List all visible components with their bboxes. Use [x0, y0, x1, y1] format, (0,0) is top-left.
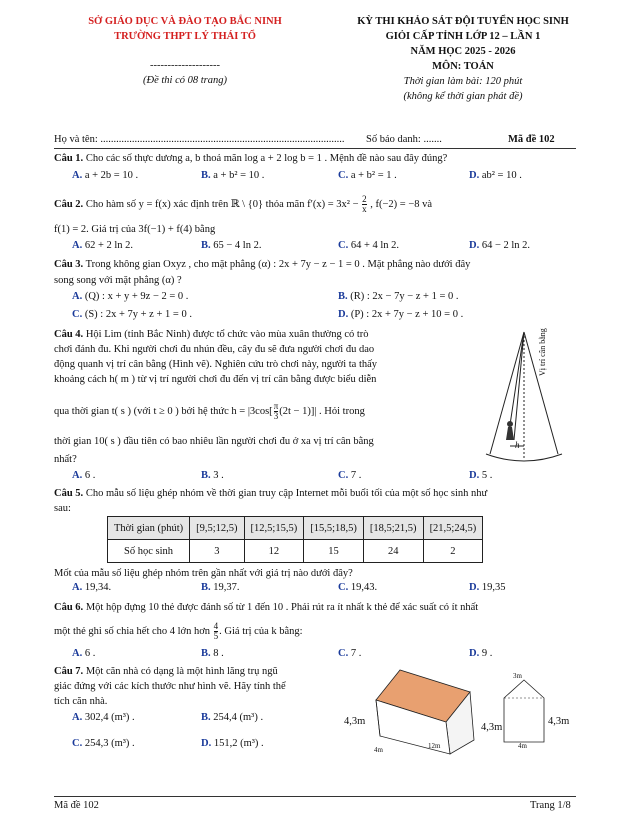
swing-figure — [478, 328, 570, 468]
house-width-label: 4m — [374, 746, 383, 754]
house-front-view — [498, 672, 550, 750]
q5-option-d: D. 19,35 — [469, 582, 506, 593]
q2-text-1: Cho hàm số y = f(x) xác định trên ℝ \ {0} thỏa mãn f′(x) = 3x² − — [85, 198, 359, 210]
q2-text-2: f(1) = 2. Giá trị của 3f(−1) + f(4) bằng — [54, 224, 216, 235]
pages-note: (Đề thi có 08 trang) — [143, 75, 227, 86]
school-name: TRƯỜNG THPT LÝ THÁI TỔ — [114, 31, 256, 42]
swing-balance-label: Vị trí cân bằng — [538, 328, 547, 376]
exam-code: Mã đề 102 — [508, 134, 555, 145]
table-cell: Số học sinh — [108, 540, 190, 563]
q4-option-a: A. 6 . — [72, 470, 96, 481]
q5-after-text: Mốt của mẫu số liệu ghép nhóm trên gần nhất với giá trị nào dưới đây? — [54, 568, 353, 579]
header-right — [318, 14, 608, 104]
q6-option-a: A. 6 . — [72, 648, 96, 659]
front-top-label: 3m — [513, 672, 522, 680]
q7-option-d: D. 151,2 (m³) . — [201, 738, 264, 749]
q4-formula-line: qua thời gian t( s ) (với t ≥ 0 ) bởi hệ thức h = |3cos[ $\frac{\pi}{3}$ (2t − 1)]| . Hỏi trong — [54, 401, 365, 421]
q2-label: Câu 2. — [54, 198, 84, 210]
time-note: (không kể thời gian phát đề) — [403, 91, 523, 102]
q4-option-d: D. 5 . — [469, 470, 493, 481]
subject: MÔN: TOÁN — [432, 61, 494, 72]
q5-option-b: B. 19,37. — [201, 582, 240, 593]
q1-text: Cho các số thực dương a, b thoả mãn log a + 2 log b = 1 . Mệnh đề nào sau đây đúng? — [85, 153, 448, 164]
department-name: SỞ GIÁO DỤC VÀ ĐÀO TẠO BẮC NINH — [88, 16, 282, 27]
q2-option-c: C. 64 + 4 ln 2. — [338, 240, 400, 251]
q2-option-b: B. 65 − 4 ln 2. — [201, 240, 262, 251]
q4-line-7: nhất? — [54, 454, 77, 465]
front-width-label: 4m — [518, 742, 527, 750]
q4-option-b: B. 3 . — [201, 470, 224, 481]
house-length-label: 12m — [428, 742, 441, 750]
frequency-table — [107, 516, 483, 563]
q3-text-2: song song với mặt phẳng (α) ? — [54, 275, 182, 286]
time-limit: Thời gian làm bài: 120 phút — [403, 76, 523, 87]
table-header-cell: [18,5;21,5) — [363, 517, 423, 540]
school-year: NĂM HỌC 2025 - 2026 — [410, 46, 516, 57]
exam-title-2: GIỎI CẤP TỈNH LỚP 12 – LẦN 1 — [385, 31, 541, 42]
q5-option-c: C. 19,43. — [338, 582, 378, 593]
question-3: Câu 3. Trong không gian Oxyz , cho mặt phẳng (α) : 2x + 7y − z − 1 = 0 . Mặt phẳng nào dưới đây — [54, 259, 471, 270]
divider — [54, 148, 576, 149]
q7-option-c: C. 254,3 (m³) . — [72, 738, 135, 749]
q6-line-2: một thẻ ghi số chia hết cho 4 lớn hơn $\frac{4}{5}$ . Giá trị của k bằng: — [54, 621, 303, 641]
q1-option-a: A. a + 2b = 10 . — [72, 170, 139, 181]
table-header-cell: [9,5;12,5) — [190, 517, 244, 540]
footer-code: Mã đề 102 — [54, 800, 99, 811]
q5-option-a: A. 19,34. — [72, 582, 112, 593]
q6-option-c: C. 7 . — [338, 648, 362, 659]
q3-option-b: B. (R) : 2x − 7y − z + 1 = 0 . — [338, 291, 459, 302]
table-header-cell: Thời gian (phút) — [108, 517, 190, 540]
sbd-field-label: Số báo danh: ....... — [366, 134, 442, 145]
q7-option-a: A. 302,4 (m³) . — [72, 712, 135, 723]
q1-label: Câu 1. — [54, 153, 84, 164]
separator: -------------------- — [150, 60, 220, 71]
table-cell: 2 — [423, 540, 483, 563]
table-cell: 15 — [304, 540, 364, 563]
q2-fraction: $\frac{2}{x}$ — [362, 194, 367, 214]
question-5: Câu 5. Cho mẫu số liệu ghép nhóm về thời gian truy cập Internet mỗi buổi tối của một số học sinh như — [54, 488, 488, 499]
question-2: Câu 2. Cho hàm số y = f(x) xác định trên ℝ \ {0} thỏa mãn f′(x) = 3x² − $\frac{2}{x}$ , f(−2) = −8 và — [54, 194, 433, 214]
table-cell: 12 — [244, 540, 304, 563]
house-height-label: 4,3m — [344, 716, 366, 727]
q6-option-b: B. 8 . — [201, 648, 224, 659]
q3-option-c: C. (S) : 2x + 7y + z + 1 = 0 . — [72, 309, 192, 320]
q7-option-b: B. 254,4 (m³) . — [201, 712, 264, 723]
table-header-cell: [21,5;24,5) — [423, 517, 483, 540]
header-left — [40, 14, 330, 88]
table-cell: 3 — [190, 540, 244, 563]
q1-option-c: C. a + b² = 1 . — [338, 170, 397, 181]
q2-option-d: D. 64 − 2 ln 2. — [469, 240, 531, 251]
q4-line-6: thời gian 10( s ) đầu tiên có bao nhiêu lần người chơi đu ở xa vị trí cân bằng — [54, 436, 374, 447]
q1-option-b: B. a + b² = 10 . — [201, 170, 265, 181]
q1-option-d: D. ab² = 10 . — [469, 170, 522, 181]
front-left-height: 4,3m — [481, 722, 503, 733]
q2-option-a: A. 62 + 2 ln 2. — [72, 240, 134, 251]
exam-title-1: KỲ THI KHẢO SÁT ĐỘI TUYỂN HỌC SINH — [357, 16, 569, 27]
question-7: Câu 7. Một căn nhà có dạng là một hình lăng trụ ngũ giác đứng với các kích thước như hình vẽ. Hãy tính thể tích căn nhà. — [54, 666, 286, 707]
question-6: Câu 6. Một hộp đựng 10 thẻ được đánh số từ 1 đến 10 . Phải rút ra ít nhất k thẻ để xác suất có ít nhất — [54, 602, 479, 613]
q5-line-2: sau: — [54, 503, 71, 514]
q6-option-d: D. 9 . — [469, 648, 493, 659]
question-4: Câu 4. Hội Lim (tỉnh Bắc Ninh) được tổ chức vào mùa xuân thường có trò chơi đánh đu. Khi người chơi đu nhún đều, cây đu sẽ đưa người chơi đu dao động quanh vị trí cân bằng (Hình vẽ). Nghiên cứu trò chơi này, người ta thấy khoảng cách h( m ) từ vị trí người chơi đu đến vị trí cân bằng được biểu diễn — [54, 329, 378, 385]
q3-option-d: D. (P) : 2x + 7y − z + 10 = 0 . — [338, 309, 464, 320]
table-header-cell: [15,5;18,5) — [304, 517, 364, 540]
name-field-label: Họ và tên: ............................................................................................. — [54, 134, 345, 145]
front-right-height: 4,3m — [548, 716, 570, 727]
footer-divider — [54, 796, 576, 797]
footer-page: Trang 1/8 — [530, 800, 571, 811]
question-1 — [54, 151, 574, 166]
q4-option-c: C. 7 . — [338, 470, 362, 481]
swing-h-label: h — [515, 440, 520, 450]
table-cell: 24 — [363, 540, 423, 563]
table-header-cell: [12,5;15,5) — [244, 517, 304, 540]
q3-option-a: A. (Q) : x + y + 9z − 2 = 0 . — [72, 291, 189, 302]
